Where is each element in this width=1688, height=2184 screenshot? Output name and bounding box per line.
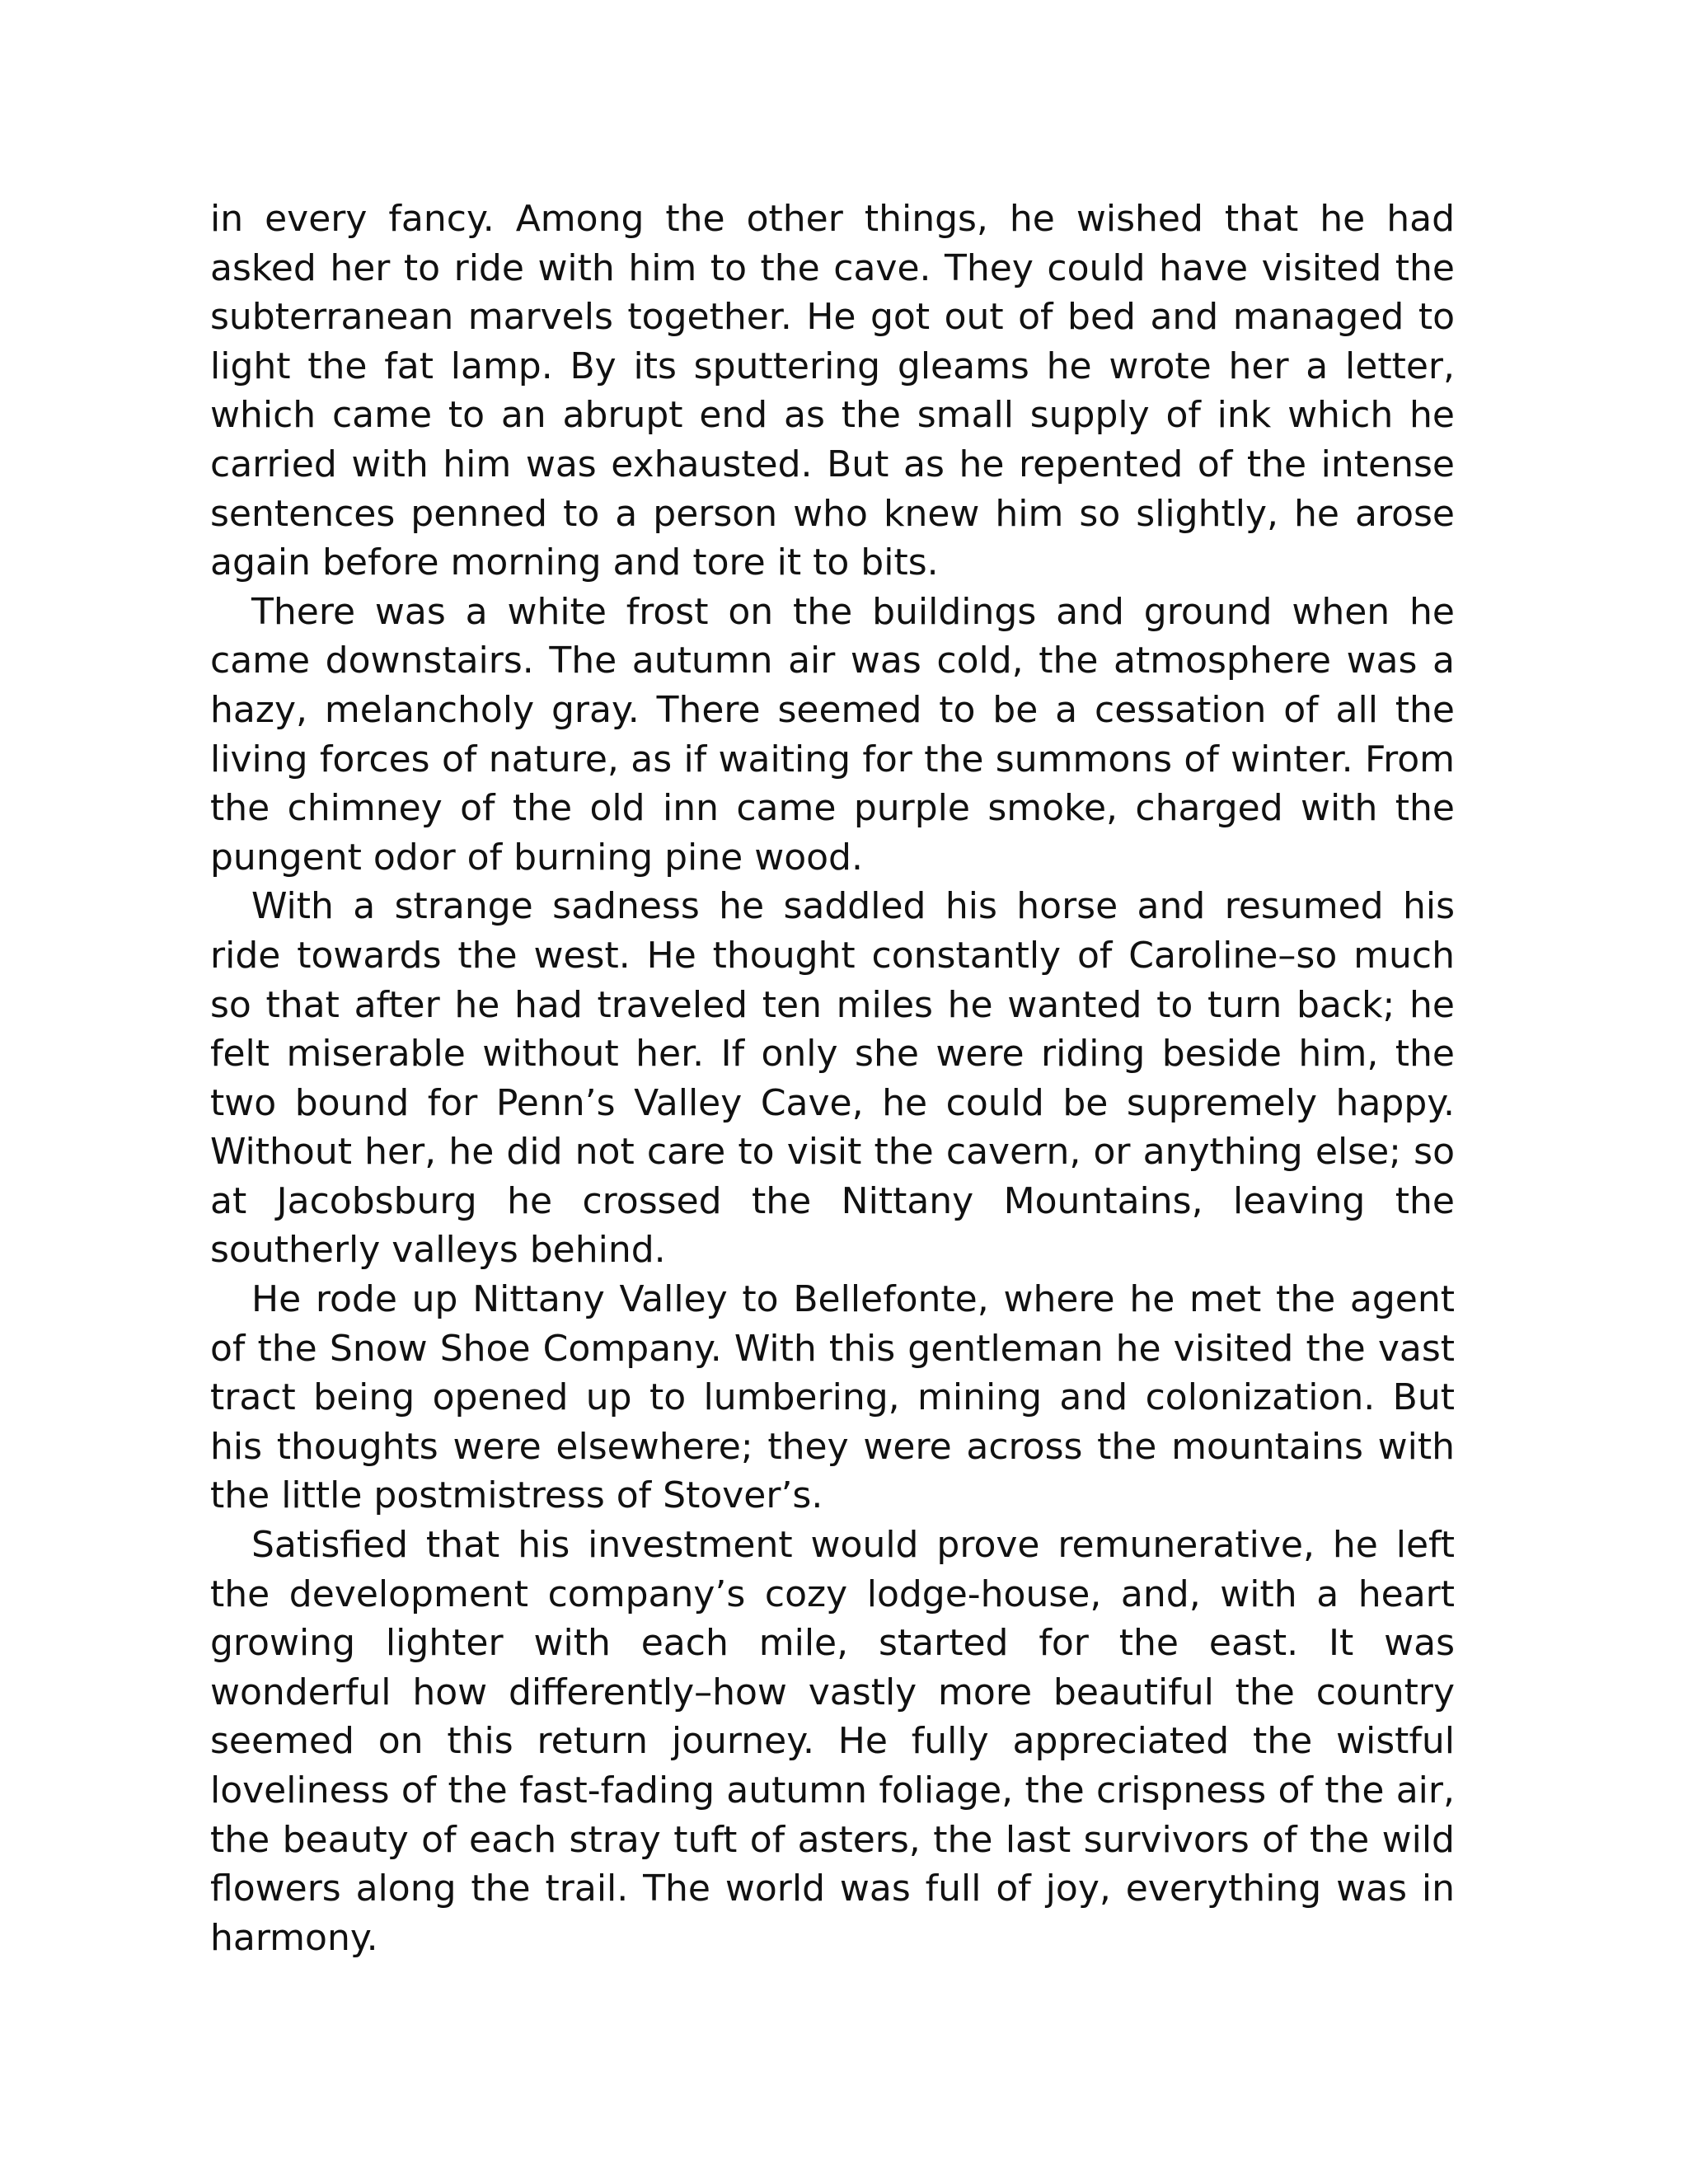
paragraph-1: in every fancy. Among the other things, he wished that he had asked her to ride with him to the cave. They could have visited the subterranean marvels together. He got out of bed and managed to light the fat lamp. By its sputtering gleams he wrote her a letter, which came to an abrupt end as the small supply of ink which he carried with him was exhausted. But as he repented of the intense sentences penned to a person who knew him so slightly, he arose again before morning and tore it to bits.	[210, 198, 1455, 584]
paragraph-2: There was a white frost on the buildings and ground when he came downstairs. The autumn air was cold, the atmosphere was a hazy, melancholy gray. There seemed to be a cessation of all the living forces of nature, as if waiting for the summons of winter. From the chimney of the old inn came purple smoke, charged with the pungent odor of burning pine wood.	[210, 590, 1455, 879]
paragraph-5: Satisfied that his investment would prove remunerative, he left the development company’s cozy lodge-house, and, with a heart growing lighter with each mile, started for the east. It was wonderful how differently–how vastly more beautiful the country seemed on this return journey. He fully appreciated the wistful loveliness of the fast-fading autumn foliage, the crispness of the air, the beauty of each stray tuft of asters, the last survivors of the wild flowers along the trail. The world was full of joy, everything was in harmony.	[210, 1524, 1455, 1959]
paragraph-3: With a strange sadness he saddled his horse and resumed his ride towards the west. He thought constantly of Caroline–so much so that after he had traveled ten miles he wanted to turn back; he felt miserable without her. If only she were riding beside him, the two bound for Penn’s Valley Cave, he could be supremely happy. Without her, he did not care to visit the cavern, or anything else; so at Jacobsburg he crossed the Nittany Mountains, leaving the southerly valleys behind.	[210, 885, 1455, 1272]
paragraph-4: He rode up Nittany Valley to Bellefonte, where he met the agent of the Snow Shoe Company. With this gentleman he visited the vast tract being opened up to lumbering, mining and colonization. But his thoughts were elsewhere; they were across the mountains with the little postmistress of Stover’s.	[210, 1278, 1455, 1517]
body-text	[210, 194, 1455, 1962]
